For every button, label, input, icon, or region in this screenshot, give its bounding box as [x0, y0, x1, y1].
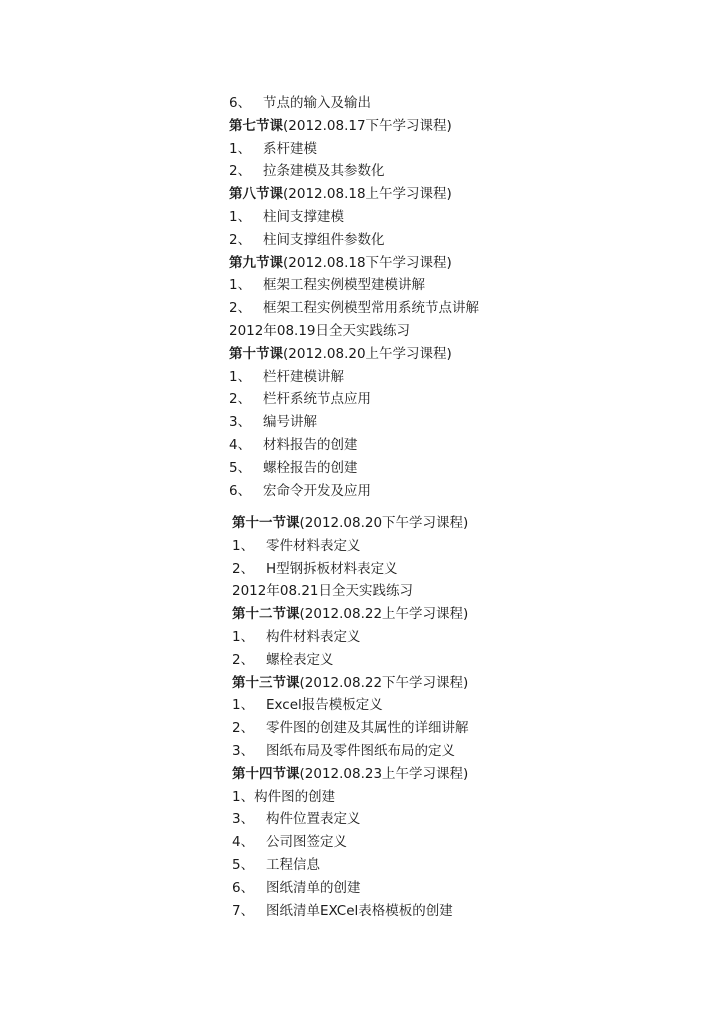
list-item	[229, 92, 699, 115]
list-item-number: 7、	[232, 902, 255, 919]
list-item-text: 工程信息	[266, 856, 320, 873]
list-item-number: 1、	[229, 368, 252, 385]
lesson-title: 第八节课	[229, 186, 283, 203]
list-item-text: 宏命令开发及应用	[263, 482, 371, 499]
list-item-number: 2、	[232, 560, 255, 577]
list-item	[229, 160, 699, 183]
lesson-title: 第十三节课	[232, 674, 300, 691]
list-item	[229, 411, 699, 434]
list-item	[229, 206, 699, 229]
list-item-number: 4、	[232, 834, 255, 851]
list-item	[229, 457, 699, 480]
lesson-title: 第七节课	[229, 117, 283, 134]
list-item-number: 3、	[232, 811, 255, 828]
list-item	[232, 831, 702, 854]
list-item-number: 2、	[232, 651, 255, 668]
lesson-heading	[232, 603, 702, 626]
lesson-heading	[232, 672, 702, 695]
list-item-text: 框架工程实例模型常用系统节点讲解	[263, 300, 479, 317]
list-item-number: 3、	[229, 414, 252, 431]
lesson-date: (2012.08.20下午学习课程)	[299, 515, 469, 531]
list-item-text: 公司图签定义	[266, 834, 347, 851]
list-item	[232, 717, 702, 740]
lesson-heading	[229, 343, 699, 366]
list-item-text: 螺栓报告的创建	[263, 459, 358, 476]
list-item-number: 5、	[229, 459, 252, 476]
list-item	[232, 900, 702, 923]
lesson-date: (2012.08.22下午学习课程)	[299, 674, 469, 691]
lesson-title: 第九节课	[229, 254, 283, 271]
plain-line: 2012年08.19日全天实践练习	[229, 322, 411, 339]
course-schedule-part-1	[229, 92, 699, 502]
list-item-number: 1、	[232, 537, 255, 554]
list-item-text: 拉条建模及其参数化	[263, 163, 385, 180]
list-item-text: 框架工程实例模型建模讲解	[263, 277, 425, 294]
list-item-text: 栏杆建模讲解	[263, 368, 344, 385]
lesson-title: 第十四节课	[232, 765, 300, 782]
list-item	[229, 480, 699, 503]
list-item	[232, 558, 702, 581]
list-item-text: 栏杆系统节点应用	[263, 391, 371, 408]
lesson-heading	[232, 512, 702, 535]
list-item	[229, 274, 699, 297]
list-item-number: 1、	[229, 208, 252, 225]
list-item	[229, 138, 699, 161]
list-item	[229, 229, 699, 252]
lesson-date: (2012.08.17下午学习课程)	[283, 117, 452, 134]
list-item	[229, 434, 699, 457]
list-item-number: 1、	[232, 628, 255, 645]
lesson-title: 第十一节课	[232, 515, 300, 531]
lesson-heading	[229, 115, 699, 138]
lesson-heading	[229, 183, 699, 206]
lesson-heading	[232, 763, 702, 786]
list-item-number: 1、	[232, 697, 255, 714]
list-item-number: 6、	[229, 95, 252, 111]
list-item	[229, 297, 699, 320]
list-item-number: 2、	[229, 163, 252, 180]
plain-line: 2012年08.21日全天实践练习	[232, 583, 414, 600]
list-item-number: 1、	[229, 277, 252, 294]
lesson-heading	[229, 252, 699, 275]
list-item-number: 6、	[232, 879, 255, 896]
list-item	[232, 877, 702, 900]
list-item-text: 图纸清单的创建	[266, 879, 361, 896]
list-item	[232, 649, 702, 672]
list-item-text: 零件材料表定义	[266, 537, 361, 554]
lesson-title: 第十二节课	[232, 606, 300, 623]
list-item-text: 材料报告的创建	[263, 436, 358, 453]
list-item-number: 4、	[229, 436, 252, 453]
list-item-text: 节点的输入及输出	[263, 95, 371, 111]
list-item-text: 螺栓表定义	[266, 651, 334, 668]
list-item	[229, 388, 699, 411]
plain-line: 1、构件图的创建	[232, 788, 336, 805]
lesson-date: (2012.08.18上午学习课程)	[283, 186, 452, 203]
list-item	[232, 535, 702, 558]
lesson-date: (2012.08.20上午学习课程)	[283, 345, 452, 362]
list-item-text: 系杆建模	[263, 140, 317, 157]
list-item-number: 5、	[232, 856, 255, 873]
list-item-text: 构件材料表定义	[266, 628, 361, 645]
list-item	[232, 808, 702, 831]
list-item-text: 图纸布局及零件图纸布局的定义	[266, 742, 455, 759]
list-item-number: 2、	[229, 391, 252, 408]
list-item	[232, 854, 702, 877]
list-item-text: 编号讲解	[263, 414, 317, 431]
list-item	[232, 626, 702, 649]
course-schedule-part-2	[232, 512, 702, 922]
list-item-text: 柱间支撑建模	[263, 208, 344, 225]
list-item-text: 柱间支撑组件参数化	[263, 231, 385, 248]
lesson-date: (2012.08.22上午学习课程)	[299, 606, 469, 623]
list-item-number: 2、	[229, 300, 252, 317]
list-item-text: 图纸清单EXCel表格模板的创建	[266, 902, 453, 919]
list-item-number: 6、	[229, 482, 252, 499]
list-item-number: 1、	[229, 140, 252, 157]
list-item-text: 构件位置表定义	[266, 811, 361, 828]
lesson-title: 第十节课	[229, 345, 283, 362]
list-item	[232, 740, 702, 763]
list-item-text: 零件图的创建及其属性的详细讲解	[266, 720, 469, 737]
list-item-text: Excel报告模板定义	[266, 697, 383, 714]
list-item	[232, 694, 702, 717]
list-item-number: 3、	[232, 742, 255, 759]
lesson-date: (2012.08.23上午学习课程)	[299, 765, 469, 782]
lesson-date: (2012.08.18下午学习课程)	[283, 254, 452, 271]
list-item-number: 2、	[232, 720, 255, 737]
list-item	[229, 366, 699, 389]
list-item-text: H型钢拆板材料表定义	[266, 560, 398, 577]
list-item-number: 2、	[229, 231, 252, 248]
